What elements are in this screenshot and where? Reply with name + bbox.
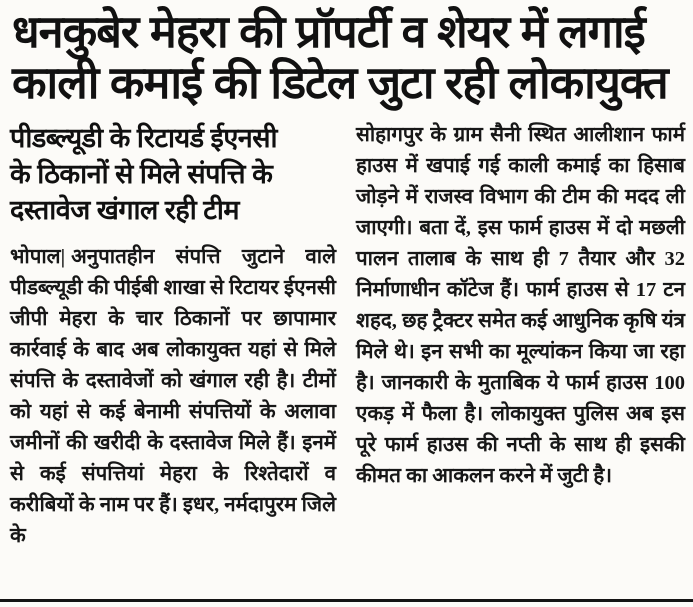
left-column — [10, 120, 336, 552]
article-subheadline — [10, 120, 336, 228]
headline-line-1: धनकुबेर मेहरा की प्रॉपर्टी व शेयर में लगाई — [12, 6, 645, 57]
subheadline-line-2: के ठिकानों से मिले संपत्ति के — [10, 159, 273, 189]
dateline: भोपाल| — [10, 246, 66, 268]
article-headline — [0, 0, 693, 108]
subheadline-line-1: पीडब्ल्यूडी के रिटायर्ड ईएनसी — [10, 123, 277, 153]
right-body-paragraph: सोहागपुर के ग्राम सैनी स्थित आलीशान फार्म हाउस में खपाई गई काली कमाई का हिसाब जोड़ने में राजस्व विभाग की टीम की मदद ली जाएगी। बता दें, इस फार्म हाउस में दो मछली पालन तालाब के साथ ही 7 तैयार और 32 निर्माणाधीन कॉटेज हैं। फार्म हाउस से 17 टन शहद, छह ट्रैक्टर समेत कई आधुनिक कृषि यंत्र मिले थे। इन सभी का मूल्यांकन किया जा रहा है। जानकारी के मुताबिक ये फार्म हाउस 100 एकड़ में फैला है। लोकायुक्त पुलिस अब इस पूरे फार्म हाउस की नप्ती के साथ ही इसकी कीमत का आकलन करने में जुटी है। — [356, 124, 685, 487]
headline-line-2: काली कमाई की डिटेल जुटा रही लोकायुक्त — [12, 57, 668, 108]
article-columns — [0, 108, 693, 552]
left-body-paragraph — [10, 242, 336, 552]
bottom-divider-rule — [0, 599, 693, 602]
subheadline-line-3: दस्तावेज खंगाल रही टीम — [10, 195, 239, 225]
left-body-text: अनुपातहीन संपत्ति जुटाने वाले पीडब्ल्यूडी की पीईबी शाखा से रिटायर ईएनसी जीपी मेहरा के चार ठिकानों पर छापामार कार्रवाई के बाद अब लोकायुक्त यहां से मिले संपत्ति के दस्तावेजों को खंगाल रही है। टीमों को यहां से कई बेनामी संपत्तियों के अलावा जमीनों की खरीदी के दस्तावेज मिले हैं। इनमें से कई संपत्तियां मेहरा के रिश्तेदारों व करीबियों के नाम पर हैं। इधर, नर्मदापुरम जिले के — [10, 246, 336, 547]
right-column — [356, 120, 685, 492]
